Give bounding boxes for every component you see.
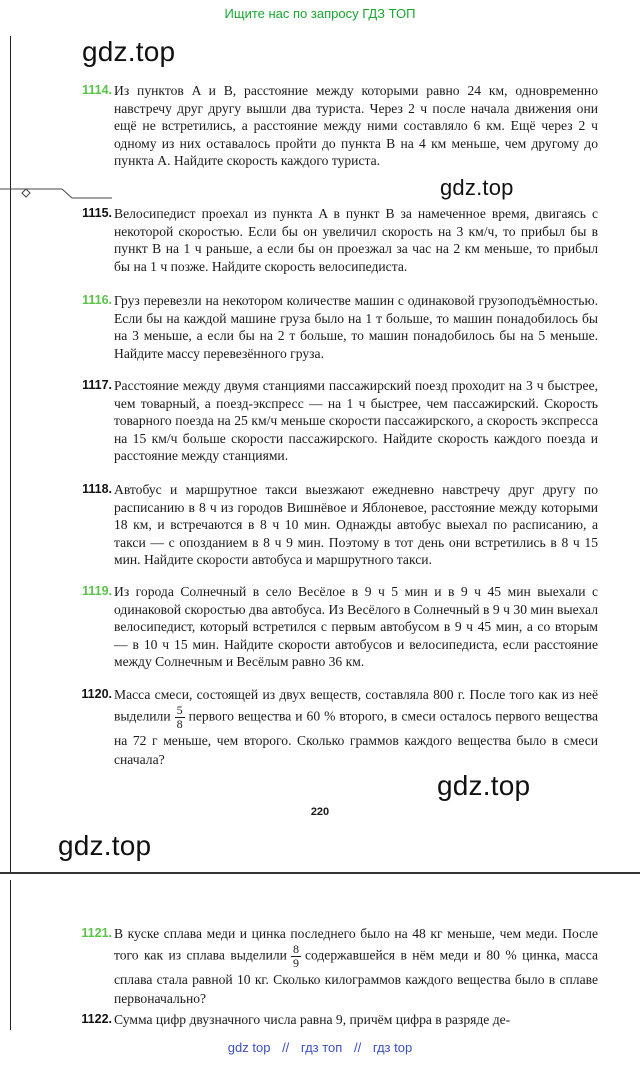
- fraction-numerator: 5: [176, 703, 183, 717]
- problem-number: 1116.: [82, 293, 112, 307]
- problem-text: [114, 924, 598, 1008]
- problem-number: 1118.: [82, 482, 112, 496]
- link-separator: //: [282, 1040, 290, 1055]
- problem-text: Расстояние между двумя станциями пассажирский поезд проходит на 3 ч быстрее, чем товарный, а поезд-экспресс — на 1 ч быстрее, чем пассажирский. Скорость товарного поезда на 25 км/ч меньше скорости пассажирского, а скорость экспресса на 15 км/ч больше скорости пассажирского. Найдите скорость каждого поезда и расстояние между станциями.: [114, 378, 598, 464]
- problem-number: 1117.: [82, 378, 112, 392]
- left-margin-rule: [10, 36, 11, 872]
- problem-number: 1121.: [81, 926, 112, 940]
- problem-1118: [70, 481, 598, 569]
- text-after-fraction: содержавшейся в нём меди и 80 % цинка, масса сплава стала равной 10 кг. Сколько килограммов каждого вещества было в сплаве первоначально?: [114, 947, 598, 1006]
- page-divider: [0, 872, 640, 874]
- watermark: gdz.top: [437, 770, 531, 801]
- watermark: gdz.top: [440, 175, 514, 200]
- fraction-denominator: 9: [292, 956, 299, 970]
- problem-number: 1119.: [82, 584, 112, 598]
- section-marker-icon: [0, 187, 112, 199]
- bottom-link[interactable]: gdz top: [227, 1040, 271, 1055]
- top-banner: Ищите нас по запросу ГДЗ ТОП: [224, 6, 416, 21]
- problem-text: Из города Солнечный в село Весёлое в 9 ч 5 мин и в 9 ч 45 мин выехали с одинаковой скоростью два автобуса. Из Весёлого в Солнечный в 9 ч 30 мин выехал велосипедист, который встретился с первым автобусом в 9 ч 45 мин, а со вторым — в 10 ч 15 мин. Найдите скорости автобусов и велосипедиста, если расстояние между Солнечным и Весёлым равно 36 км.: [114, 584, 598, 670]
- problem-number: 1114.: [82, 83, 112, 97]
- text-after-fraction: первого вещества и 60 % второго, в смеси осталось первого вещества на 72 г меньше, чем второго. Сколько граммов каждого вещества было в смеси сначала?: [114, 708, 598, 767]
- problem-1114: [70, 82, 598, 170]
- fraction: [175, 704, 185, 731]
- bottom-links: [0, 1040, 640, 1055]
- left-margin-rule: [10, 880, 11, 1030]
- problem-1119: [70, 583, 598, 671]
- page-cutoff: [0, 1030, 640, 1038]
- bottom-link[interactable]: гдз топ: [300, 1040, 343, 1055]
- problem-text: Сумма цифр двузначного числа равна 9, причём цифра в разряде де-: [114, 1012, 511, 1027]
- problem-text: Автобус и маршрутное такси выезжают ежедневно навстречу друг другу по расписанию в 8 ч из городов Вишнёвое и Яблоневое, расстояние между которыми 18 км, и встречаются в 8 ч 10 мин. Однажды автобус выехал по расписанию, а такси — с опозданием в 8 ч 9 мин. Поэтому в тот день они встретились в 8 ч 15 мин. Найдите скорости автобуса и маршрутного такси.: [114, 482, 598, 568]
- fraction-denominator: 8: [176, 717, 183, 731]
- fraction-numerator: 8: [292, 942, 299, 956]
- problem-text: [114, 685, 598, 769]
- problem-text: Груз перевезли на некотором количестве машин с одинаковой грузоподъёмностью. Если бы на каждой машине груза было на 1 т больше, то машин понадобилось бы на 3 меньше, а если бы на 2 т больше, то машин понадобилось бы на 5 меньше. Найдите массу перевезённого груза.: [114, 293, 598, 361]
- problem-1115: [70, 205, 598, 275]
- problem-number: 1122.: [81, 1012, 112, 1026]
- problem-number: 1120.: [81, 687, 112, 701]
- problem-1120: [70, 685, 598, 769]
- fraction: [291, 943, 301, 970]
- problem-1116: [70, 292, 598, 362]
- problem-1117: [70, 377, 598, 465]
- bottom-link[interactable]: гдз top: [372, 1040, 413, 1055]
- page-number: 220: [310, 806, 330, 818]
- text-before-fraction: Масса смеси, состоящей из двух веществ, составляла 800 г. После того как из неё выделили: [114, 687, 598, 724]
- text-before-fraction: В куске сплава меди и цинка последнего было на 48 кг меньше, чем меди. После того как из сплава выделили: [114, 926, 598, 963]
- link-separator: //: [353, 1040, 362, 1055]
- problem-text: Велосипедист проехал из пункта A в пункт B за намеченное время, двигаясь с некоторой скоростью. Если бы он увеличил скорость на 3 км/ч, то прибыл бы в пункт B на 1 ч раньше, а если бы он проезжал за час на 2 км меньше, то прибыл бы на 1 ч позже. Найдите скорость велосипедиста.: [114, 206, 598, 274]
- problem-1122: [70, 1011, 598, 1029]
- problem-number: 1115.: [82, 206, 112, 220]
- problem-text: Из пунктов A и B, расстояние между которыми равно 24 км, одновременно навстречу друг другу вышли два туриста. Через 2 ч после начала движения они ещё не встретились, а расстояние между ними составляло 6 км. Ещё через 2 ч одному из них оставалось пройти до пункта B на 4 км меньше, чем другому до пункта A. Найдите скорость каждого туриста.: [114, 83, 598, 169]
- watermark: gdz.top: [58, 830, 152, 861]
- problem-1121: [70, 924, 598, 1008]
- watermark: gdz.top: [82, 36, 176, 67]
